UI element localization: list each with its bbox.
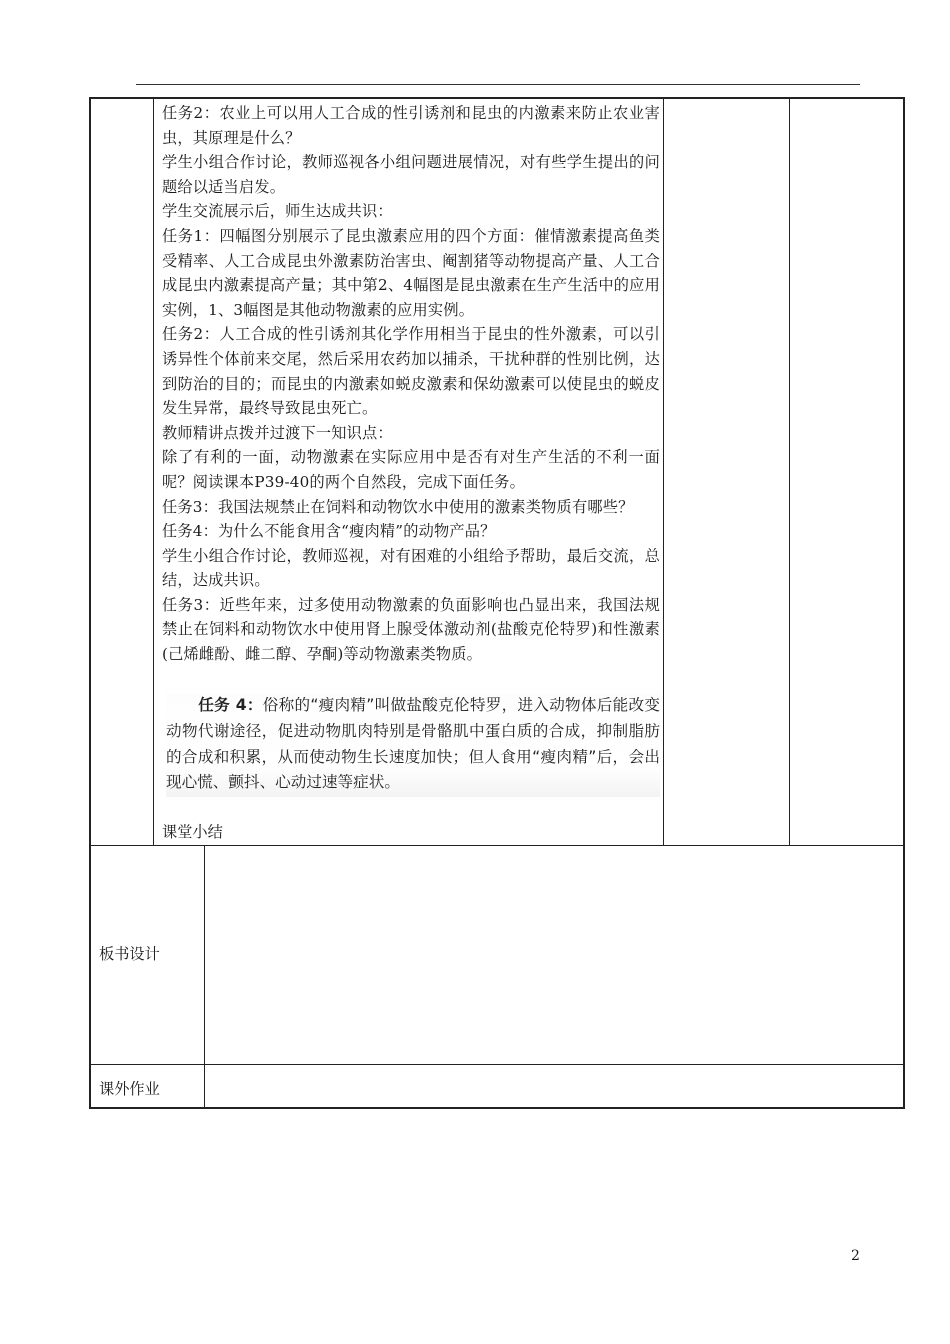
paragraph: 学生交流展示后，师生达成共识： <box>162 202 393 221</box>
col-divider-middle <box>663 97 664 845</box>
pasted-text-image <box>166 693 660 797</box>
paragraph: 学生小组合作讨论，教师巡视各小组问题进展情况，对有些学生提出的问题给以适当启发。 <box>162 153 660 196</box>
homework-label: 课外作业 <box>99 1080 160 1098</box>
image-body: 俗称的“瘦肉精”叫做盐酸克伦特罗，进入动物体后能改变动物代谢途径，促进动物肌肉特别是骨骼肌中蛋白质的合成，抑制脂肪的合成和积累，从而使动物生长速度加快；但人食用“瘦肉精”后，会出现心慌、颤抖、心动过速等症状。 <box>166 696 660 792</box>
col-divider-left <box>153 97 154 845</box>
paragraph: 除了有利的一面，动物激素在实际应用中是否有对生产生活的不利一面呢？阅读课本P39-40的两个自然段，完成下面任务。 <box>162 448 660 491</box>
image-paragraph <box>166 693 660 796</box>
row-divider-board <box>89 845 905 846</box>
paragraph: 任务4：为什么不能食用含“瘦肉精”的动物产品？ <box>162 522 496 541</box>
row-divider-homework <box>89 1064 905 1065</box>
paragraph: 任务1：四幅图分别展示了昆虫激素应用的四个方面：催情激素提高鱼类受精率、人工合成昆虫外激素防治害虫、阉割猪等动物提高产量、人工合成昆虫内激素提高产量；其中第2、4幅图是昆虫激素在生产生活中的应用实例，1、3幅图是其他动物激素的应用实例。 <box>162 226 660 319</box>
label-col-divider <box>204 845 205 1108</box>
paragraph: 任务3：近些年来，过多使用动物激素的负面影响也凸显出来，我国法规禁止在饲料和动物饮水中使用肾上腺受体激动剂(盐酸克伦特罗)和性激素(己烯雌酚、雌二醇、孕酮)等动物激素类物质。 <box>162 595 660 664</box>
lesson-body <box>162 101 660 667</box>
page-number: 2 <box>851 1248 860 1264</box>
paragraph: 教师精讲点拨并过渡下一知识点： <box>162 423 393 442</box>
board-design-label: 板书设计 <box>99 945 160 963</box>
paragraph: 学生小组合作讨论，教师巡视，对有困难的小组给予帮助，最后交流，总结，达成共识。 <box>162 546 660 590</box>
paragraph: 任务2：人工合成的性引诱剂其化学作用相当于昆虫的性外激素，可以引诱异性个体前来交尾，然后采用农药加以捕杀，干扰种群的性别比例，达到防治的目的；而昆虫的内激素如蜕皮激素和保幼激素可以使昆虫的蜕皮发生异常，最终导致昆虫死亡。 <box>162 325 660 418</box>
image-lead: 任务 4： <box>198 696 263 714</box>
col-divider-right <box>789 97 790 845</box>
header-rule <box>136 84 860 85</box>
summary-label: 课堂小结 <box>162 823 223 841</box>
paragraph: 任务3：我国法规禁止在饲料和动物饮水中使用的激素类物质有哪些？ <box>162 497 634 516</box>
paragraph: 任务2：农业上可以用人工合成的性引诱剂和昆虫的内激素来防止农业害虫，其原理是什么？ <box>162 104 660 147</box>
